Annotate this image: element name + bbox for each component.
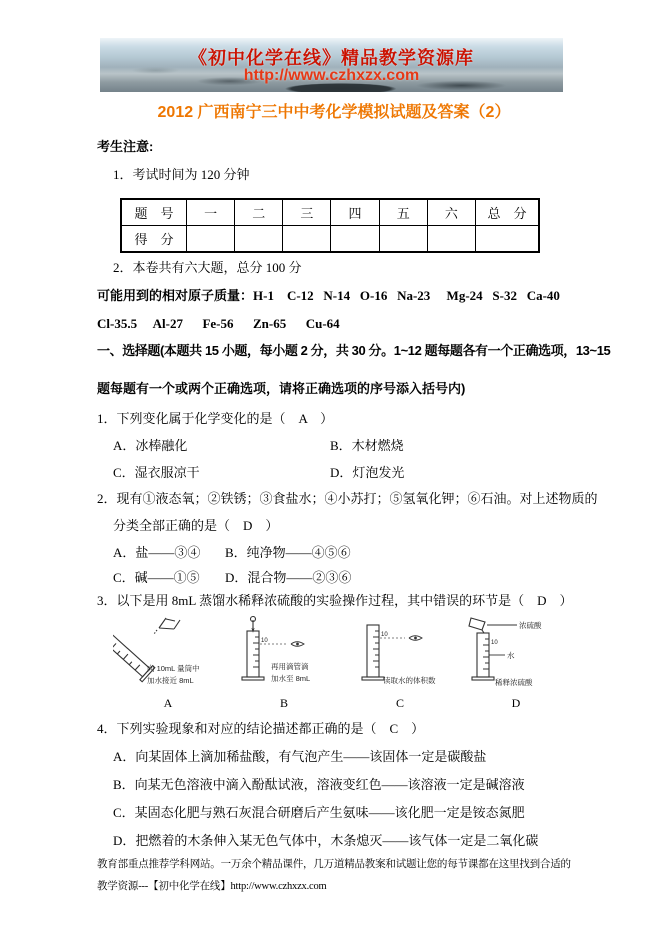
score-table-header-cell: 四 [331, 199, 379, 226]
question-4-option-b: B．向某无色溶液中滴入酚酞试液，溶液变红色——该溶液一定是碱溶液 [113, 777, 525, 792]
atomic-mass-line1 [97, 287, 571, 305]
score-table-empty-cell [379, 226, 427, 253]
panel-d-water-annotation: 水 [507, 651, 515, 660]
question-1-option-a: A．冰棒融化 [113, 438, 188, 453]
panel-d-label: D [511, 696, 521, 710]
panel-a-label: A [163, 696, 173, 710]
question-4-option-d: D．把燃着的木条伸入某无色气体中，木条熄灭——该气体一定是二氧化碳 [113, 833, 539, 848]
q3-figure-panel-a [113, 615, 223, 712]
question-2-options-row1 [97, 544, 571, 562]
panel-d-caption-line1: 稀释浓硫酸 [495, 678, 533, 687]
footer-line1: 教育部重点推荐学科网站。一万余个精品课件，几万道精品教案和试题让您的每节课都在这里找到合适的 [97, 859, 571, 870]
eye-icon [291, 642, 304, 647]
footer-line2: 教学资源---【初中化学在线】http://www.czhxzx.com [97, 881, 327, 892]
panel-b-caption-line2: 加水至 8mL [271, 674, 311, 683]
question-4-option-c: C．某固态化肥与熟石灰混合研磨后产生氨味——该化肥一定是铵态氮肥 [113, 805, 525, 820]
panel-c-label: C [395, 696, 404, 710]
q3-figure-panel-b [229, 615, 339, 712]
score-table-score-row [121, 226, 539, 253]
score-table-header-cell: 总 分 [476, 199, 540, 226]
score-table-row-label: 得 分 [121, 226, 187, 253]
tilted-cylinder-pouring-diagram [113, 615, 223, 695]
score-table-header-cell: 一 [187, 199, 235, 226]
panel-a-caption-line1: 向 10mL 量筒中 [147, 664, 200, 673]
question-1-option-d: D．灯泡发光 [330, 465, 405, 480]
panel-d-acid-annotation: 浓硫酸 [519, 621, 542, 630]
eye-icon [409, 636, 422, 641]
score-table-empty-cell [283, 226, 331, 253]
section-one-heading-line1: 一、选择题(本题共 15 小题，每小题 2 分，共 30 分。1~12 题每题各有一个正确选项，13~15 [97, 343, 611, 358]
notice-paper-item: 2．本卷共有六大题，总分 100 分 [113, 260, 302, 275]
question-4-option-a: A．向某固体上滴加稀盐酸，有气泡产生——该固体一定是碳酸盐 [113, 749, 487, 764]
section-one-heading-line2: 题每题有一个或两个正确选项，请将正确选项的序号添入括号内) [97, 381, 466, 396]
atomic-mass-values-2: Cl-35.5 Al-27 Fe-56 Zn-65 Cu-64 [97, 316, 340, 331]
atomic-mass-label: 可能用到的相对原子质量： [97, 288, 254, 303]
question-1-options-row2 [97, 464, 571, 482]
panel-b-label: B [279, 696, 288, 710]
dropper-cylinder-diagram [229, 615, 339, 695]
score-table-header-cell: 六 [427, 199, 475, 226]
question-2-stem-line2: 分类全部正确的是（ D ） [113, 518, 279, 533]
question-3-stem: 3．以下是用 8mL 蒸馏水稀释浓硫酸的实验操作过程，其中错误的环节是（ D ） [97, 593, 573, 608]
panel-d-scale-label: 10 [491, 640, 498, 646]
question-2-option-d: D．混合物——②③⑥ [225, 570, 352, 585]
score-table-header-cell: 三 [283, 199, 331, 226]
question-2-stem-line1: 2．现有①液态氧；②铁锈；③食盐水；④小苏打；⑤氢氧化钾；⑥石油。对上述物质的 [97, 491, 598, 506]
score-table-empty-cell [235, 226, 283, 253]
score-table-header-cell: 题 号 [121, 199, 187, 226]
score-table-empty-cell [476, 226, 540, 253]
question-2-options-row2 [97, 569, 571, 587]
score-table-empty-cell [187, 226, 235, 253]
q3-figure-panel-c [345, 615, 455, 712]
question-2-option-a: A．盐——③④ [113, 545, 201, 560]
dilute-acid-diagram [461, 615, 571, 695]
banner-site-name: 《初中化学在线》精品教学资源库 [189, 48, 474, 68]
score-table-header-row [121, 199, 539, 226]
site-banner-image [100, 38, 563, 92]
atomic-mass-line2 [97, 315, 571, 333]
question-2-option-c: C．碱——①⑤ [113, 570, 200, 585]
atomic-mass-values-1: H-1 C-12 N-14 O-16 Na-23 Mg-24 S-32 Ca-40 [253, 288, 560, 303]
reading-volume-diagram [345, 615, 455, 695]
q3-experiment-figure [113, 615, 571, 712]
score-table [120, 198, 540, 253]
page-title: 2012 广西南宁三中中考化学模拟试题及答案（2） [157, 104, 511, 121]
pouring-beaker-icon [469, 618, 485, 633]
question-1-option-b: B．木材燃烧 [330, 438, 404, 453]
question-4-stem: 4．下列实验现象和对应的结论描述都正确的是（ C ） [97, 721, 425, 736]
pouring-beaker-icon [154, 618, 180, 634]
question-1-option-c: C．湿衣服凉干 [113, 465, 200, 480]
q3-figure-panel-d [461, 615, 571, 712]
notice-time-item: 1．考试时间为 120 分钟 [113, 167, 250, 182]
score-table-header-cell: 五 [379, 199, 427, 226]
banner-site-url: http://www.czhxzx.com [243, 67, 420, 84]
notice-heading: 考生注意: [97, 139, 154, 154]
panel-c-caption-line1: 读取水的体积数 [383, 676, 436, 685]
panel-c-scale-label: 10 [381, 632, 388, 638]
question-1-stem: 1．下列变化属于化学变化的是（ A ） [97, 411, 334, 426]
question-2-option-b: B．纯净物——④⑤⑥ [225, 545, 351, 560]
score-table-empty-cell [331, 226, 379, 253]
question-1-options-row1 [97, 437, 571, 455]
panel-b-caption-line1: 再用滴管滴 [271, 662, 309, 671]
score-table-header-cell: 二 [235, 199, 283, 226]
dropper-icon [251, 617, 256, 632]
tilted-graduated-cylinder-icon [113, 627, 155, 682]
panel-a-caption-line2: 加水接近 8mL [147, 676, 194, 685]
panel-b-scale-label: 10 [261, 638, 268, 644]
score-table-empty-cell [427, 226, 475, 253]
